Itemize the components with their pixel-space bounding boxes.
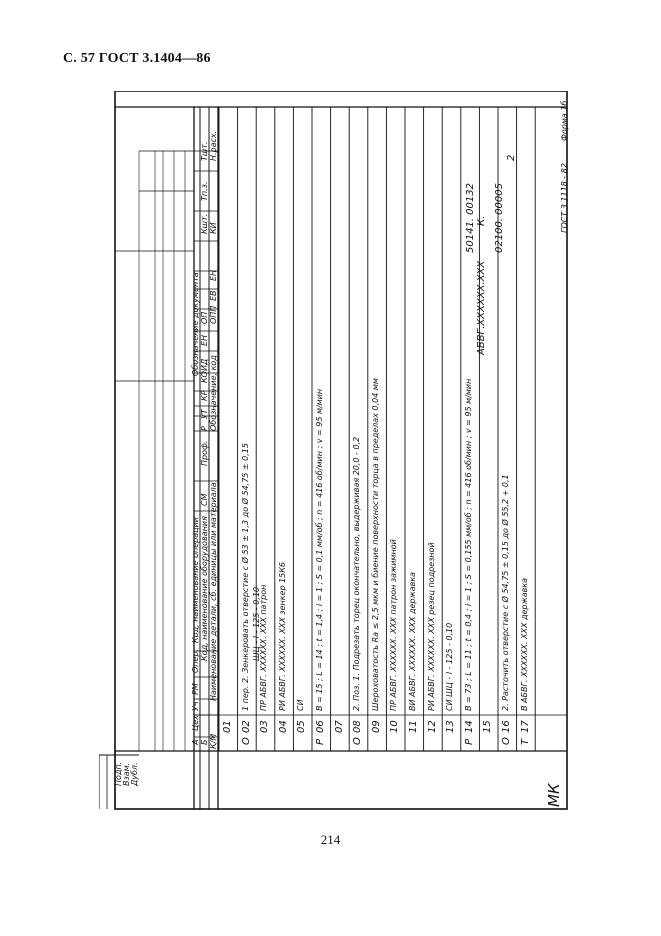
footer-code: МК [545,783,563,807]
row-number: 04 [277,720,289,733]
header-km-col-3: ОПП [209,305,218,324]
header-b-col-10: Кшт. [200,213,209,234]
row-text: 1 пер. 2. Зенкеровать отверстие с Ø 53 ± 1,3 до Ø 54,75 ± 0,15 [240,443,250,711]
row-text: СИ ШЦ - I - 125 - 0,10 [445,622,455,711]
row-marker: Р [315,738,326,745]
row-number: 03 [259,720,271,733]
header-a-col-3: РМ [191,683,200,695]
row-number: 07 [333,720,345,733]
row-number: 05 [296,720,308,733]
header-km-col-4: ЕВ [209,290,218,301]
row-text: В = 73 ; L = 11 ; t = 0,4 ; i = 1 ; S = 0,155 мм/об ; n = 416 об/мин ; v = 95 м/мин [463,378,473,711]
rotated-sheet [99,91,569,811]
header-b-col-4: Р [200,426,209,431]
standard-label: ГОСТ 3.1118 - 82 [560,163,569,233]
header-km-col-6: КИ [209,222,218,234]
header-b-col-1: Код, наименование оборудования [200,516,209,661]
row-text: 2. Поз. 1. Подрезать торец окончательно, выдерживая 20,0 - 0,2 [352,436,362,711]
row-text: ПР АБВГ. ХХХХХХ. ХХХ патрон [259,584,269,711]
route-card-form [99,91,569,811]
doc-designation: АБВГ.ХХХХХХ.ХХХ [476,260,487,355]
row-number: 17 [519,720,531,733]
row-number: 11 [408,720,419,733]
row-number: 16 [501,720,512,733]
row-marker: Р [463,738,475,745]
header-a-col-6: Обозначение документа [191,272,200,376]
row-text: РИ АБВГ. ХХХХХХ. ХХХ зенкер 15К6 [277,561,287,711]
header-a-letter: А [191,739,200,745]
header-km-col-2: Обозначение, код [209,355,218,431]
header-km-col-5: ЕН [209,269,218,281]
header-b-col-6: КР [200,390,209,401]
header-b-col-11: Тп.з. [200,181,209,201]
header-b-letter: Б [200,739,209,745]
row-text: СИ [296,699,306,711]
row-marker: О [240,737,252,745]
header-km-letter: К/М [209,733,218,749]
row-number: 12 [426,720,438,733]
header-b-col-9: ОП [200,311,209,324]
header-b-col-5: УТ [200,409,209,419]
header-a-col-5: Код, наименование операции [191,517,200,643]
row-number: 14 [463,720,475,733]
row-text: ВИ АБВГ. ХХХХХХ. ХХХ державка [408,571,417,711]
row-text: В = 15 ; L = 14 ; t = 1,4 ; i = 1 ; S = 0,1 мм/об ; n = 416 об/мин ; v = 95 м/мин [315,388,324,711]
row-number: 06 [315,720,326,733]
header-b-col-2: СМ [200,493,209,506]
page-header: С. 57 ГОСТ 3.1404—86 [63,51,211,66]
row-number: 08 [352,720,364,733]
row-text: РИ АБВГ. ХХХХХХ. ХХХ резец подрезной [426,542,436,711]
row-marker: О [352,737,364,745]
header-km-col-1: Наименование детали, сб. единицы или материала [209,482,218,701]
title-row-dubl: Дубл. [130,762,139,786]
row-text: ПР АБВГ. ХХХХХХ. ХХХ патрон зажимной [389,539,399,711]
part-code: 50141. 00132 [465,183,476,253]
org-code: К. [476,215,487,226]
header-a-col-2: Уч [191,701,200,711]
header-b-col-12: Тшт. [200,141,209,161]
row-marker: Т [519,738,531,745]
row-text: Шероховатость Ra ≤ 2,5 мкм и биение поверхности торца в пределах 0,04 мм [370,378,380,711]
row-text: 2. Расточить отверстие с Ø 54,75 ± 0,15 до Ø 55,2 + 0,1 [501,474,510,711]
row-04-tool: ШЦ - I - 125 - 0,10 [252,586,261,661]
row-number: 09 [370,720,382,733]
sheet-number: 2 [506,154,517,161]
header-b-col-7: КОИД [200,358,209,383]
title-row-vzam: Взам. [122,762,131,786]
row-number: 10 [389,720,401,733]
header-a-col-1: Цех [191,715,200,731]
header-km-col-7: Н.расх. [209,130,218,161]
form-label: Форма 1б [560,100,569,141]
doc-code: 02100. 00005 [494,183,505,253]
row-number: 15 [482,720,494,733]
row-number: 02 [240,720,252,733]
row-marker: О [501,737,512,745]
row-number: 13 [445,720,457,733]
title-row-podp: Подп. [114,761,123,786]
page-number: 214 [320,832,341,847]
row-text: В АБВГ. ХХХХХХ. ХХХ державка [519,577,529,711]
header-a-col-4: Опер. [191,648,200,673]
header-b-col-3: Проф. [200,440,209,466]
row-number: 01 [222,720,233,733]
header-b-col-8: ЕН [200,334,209,346]
